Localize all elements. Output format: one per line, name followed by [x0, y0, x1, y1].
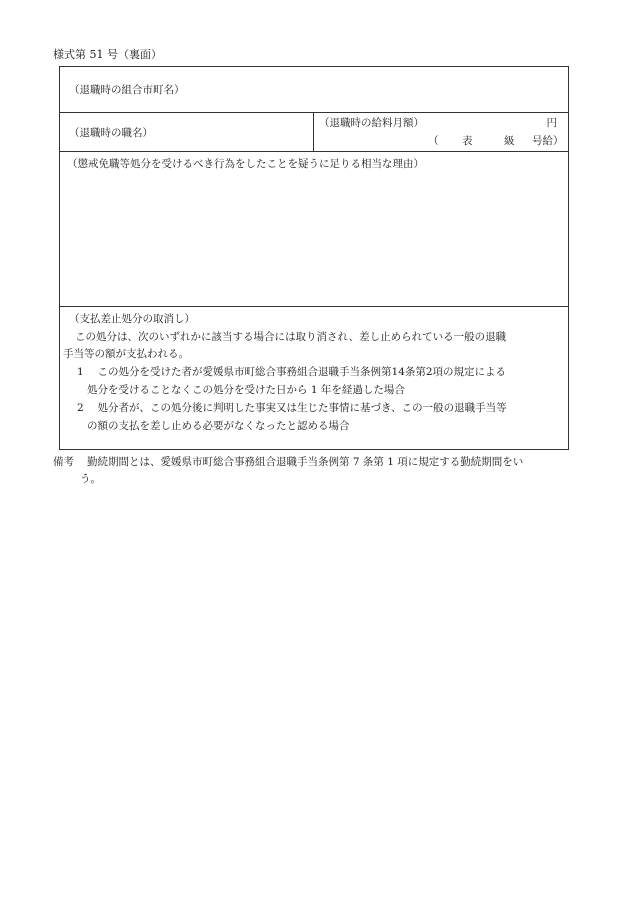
cancellation-intro-line2: 手当等の額が支払われる。: [63, 348, 189, 360]
position-cell: [60, 113, 314, 151]
cancellation-item1-line1: 1 この処分を受けた者が愛媛県市町総合事務組合退職手当条例第14条第2項の規定による: [77, 366, 507, 378]
salary-cell: [314, 113, 568, 151]
cancellation-section: [60, 307, 568, 449]
union-label: （退職時の組合市町名）: [69, 84, 185, 96]
grade-table: 表: [462, 135, 473, 147]
union-row: [60, 67, 568, 113]
cancellation-item2-line1: 2 処分者が、この処分後に判明した事実又は生じた事情に基づき、この一般の退職手当等: [77, 402, 507, 414]
salary-label: （退職時の給料月額）: [319, 117, 424, 129]
grade-step: 号給）: [532, 135, 564, 147]
grade-level: 級: [504, 135, 515, 147]
salary-unit: 円: [546, 117, 557, 129]
position-label: （退職時の職名）: [69, 127, 153, 139]
remarks-label: 備考: [53, 456, 74, 468]
reason-label: （懲戒免職等処分を受けるべき行為をしたことを疑うに足りる相当な理由）: [67, 158, 424, 170]
remarks-line1: 勤続期間とは、愛媛県市町総合事務組合退職手当条例第 7 条第 1 項に規定する勤続期間をい: [87, 456, 524, 468]
position-salary-row: [60, 113, 568, 152]
reason-row: [60, 152, 568, 307]
cancellation-item1-line2: 処分を受けることなくこの処分を受けた日から 1 年を経過した場合: [87, 384, 405, 396]
remarks-line2: う。: [80, 473, 101, 485]
salary-grade: [314, 134, 568, 148]
cancellation-item2-line2: の額の支払を差し止める必要がなくなったと認める場合: [87, 420, 350, 432]
grade-open-paren: （: [428, 135, 439, 147]
form-table: [59, 66, 569, 450]
cancellation-intro-line1: この処分は、次のいずれかに該当する場合には取り消され、差し止められている一般の退職: [75, 331, 507, 343]
cancellation-heading: （支払差止処分の取消し）: [69, 313, 195, 325]
form-title: 様式第 51 号（裏面）: [53, 48, 162, 61]
